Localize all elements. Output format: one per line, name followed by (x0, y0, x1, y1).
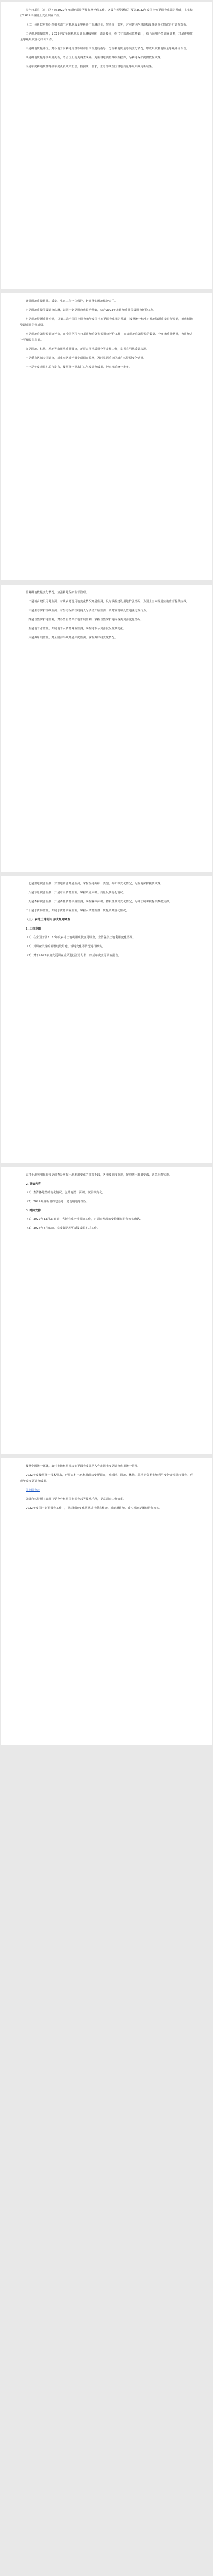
paragraph: 十五是地下水监测，开展地下水资源调查监测，掌握地下水资源状况及其变化。 (26, 627, 126, 630)
page-3 (1, 585, 212, 872)
paragraph: 2022年度按照统一技术要求，开展农村土地利用现状变更调查，对耕地、园地、林地、草地等各类土地利用变化情况进行调查，形成年度变更调查成果。 (20, 1474, 193, 1483)
paragraph: （1）2022年12月31日前，各地完成外业调查工作，对调查发现的变化图斑进行核实确认。 (26, 1218, 143, 1221)
paragraph: 四是耕地质量等级年度更新，结合国土变更调查成果，更新耕地质量等级数据库，为耕地保护提供数据支撑。 (26, 56, 163, 60)
paragraph: （1）查清各地类的变化情况，包括地类、面积、权属等变化。 (26, 1191, 105, 1194)
paragraph: 确保耕地质量数量、质量、生态三位一体保护，切实落实耕地保护责任。 (26, 300, 118, 303)
section-heading: （三）农村土地利用现状变更调查 (26, 918, 70, 922)
paragraph: 十是重点区域专项调查，对重点区域开展专项调查监测，及时掌握重点区域自然资源变化情况。 (26, 357, 146, 360)
page-2 (1, 293, 212, 580)
paragraph: 七是耕地资源质量分类，以第三次全国国土调查和年度国土变更调查成果为基础，按照统一标准对耕地资源质量进行分类，形成耕地资源质量分类成果。 (20, 318, 193, 327)
paragraph: 2022年度国土变更调查工作中，要对耕地变化情况进行重点核查，对新增耕地、减少耕地逐图斑进行核实。 (26, 1507, 162, 1510)
page-1 (1, 2, 212, 289)
paragraph: 八是耕地后备资源调查评价，在全国范围内开展耕地后备资源调查评价工作，查清耕地后备资源的数量、分布和质量状况，为耕地占补平衡提供依据。 (20, 333, 193, 342)
paragraph: 二是耕地质量监测，2022年度全国耕地质量监测按照统一部署要求，在已有监测点位基础上，综合运用各类调查资料，开展耕地质量等级年度变化评价工作。 (20, 32, 193, 41)
paragraph: 十九是森林资源监测，开展森林资源年度监测，掌握森林面积、蓄积量及其变化情况，为林长制考核提供数据支撑。 (26, 900, 172, 903)
subsection-heading: 2. 调查内容 (26, 1183, 42, 1186)
subsection-heading: 1. 工作范围 (26, 927, 42, 931)
page-4 (1, 876, 212, 1163)
paragraph: （2）对调查发现的新增建设用地、耕地变化等情况进行核实。 (26, 945, 105, 948)
paragraph: 按照全国统一部署，农村土地利用现状变更调查成果纳入年度国土变更调查成果统一管理。 (26, 1465, 141, 1468)
paragraph: 十二是城乡建设用地监测，对城乡建设用地变化情况开展监测，及时掌握建设用地扩张情况，为国土空间规划实施监督提供支撑。 (26, 600, 190, 603)
paragraph: 十八是草原资源监测，开展草原资源监测，掌握草原面积、质量及其变化情况。 (26, 891, 126, 894)
paragraph: 六是耕地质量等级调查监测，以国土变更调查成果为基础，结合2022年度耕地质量等级调查评价工作。 (26, 309, 157, 312)
paragraph: （3）对于2022年度变更调查成果进行汇总分析，形成年度变更调查报告。 (26, 954, 121, 957)
paragraph (20, 1488, 193, 1493)
paragraph: 九是园地、林地、草地等农用地质量调查，开展农用地质量分等定级工作，掌握农用地质量状况。 (26, 348, 149, 351)
paragraph: （2）2023年3月底前，完成数据库更新及成果汇总工作。 (26, 1227, 100, 1230)
paragraph: 监测耕地数量变化情况，加强耕地保护监督管理。 (26, 591, 89, 594)
paragraph: 十四是自然保护地监测，对各类自然保护地开展监测，掌握自然保护地内各类资源变化情况。 (26, 618, 143, 621)
paragraph: 三是耕地质量评价，对各地开展耕地质量等级评价工作进行指导，分析耕地质量等级变化情况，形成年度耕地质量等级评价报告。 (26, 47, 190, 50)
paragraph: 十七是湿地资源监测，对湿地资源开展监测，掌握湿地面积、类型、分布等变化情况，为湿地保护提供支撑。 (26, 882, 163, 885)
subsection-heading: 3. 时间安排 (26, 1209, 42, 1212)
paragraph: （二）县级政府要组织相关部门对耕地质量等级进行监测评价，按照统一部署，对本辖区内耕地质量等级变化情况进行调查分析。 (26, 23, 190, 27)
paragraph: 十六是海岸线监测，对全国海岸线开展年度监测，掌握海岸线变化情况。 (26, 636, 118, 639)
paragraph: 二十是水资源监测，开展水资源调查监测，掌握水资源数量、质量及其变化情况。 (26, 909, 129, 913)
paragraph: 各级自然资源主管部门要充分利用国土调查云等技术手段，提高调查工作效率。 (26, 1498, 126, 1501)
page-5 (1, 1167, 212, 1454)
link-text[interactable]: 国土调查云 (26, 1489, 40, 1492)
paragraph: （2）2022年度新增的宅基地、建设用地等情况。 (26, 1200, 89, 1203)
page-6 (1, 1458, 212, 1745)
paragraph: 十一是年度成果汇总与发布，按照统一要求汇总年度调查成果，经审核后统一发布。 (26, 366, 132, 369)
paragraph: 协作开展县（市、区）的2022年度耕地质量等级监测评价工作。各级自然资源部门要以2022年度国土变更调查成果为基础，扎实做好2022年度国土变更调查工作。 (20, 9, 193, 18)
paragraph: 农村土地利用现状变更调查是掌握土地利用变化的重要手段，各地要高度重视，按照统一部署要求，认真组织实施。 (26, 1173, 172, 1177)
paragraph: 十三是生态保护红线监测，对生态保护红线内人为活动开展监测，及时发现和处置违法违规行为。 (26, 609, 149, 612)
paragraph: 文是年度耕地质量等级年度更新成果汇总，按照统一要求，汇总形成全国耕地质量等级年度更新成果。 (26, 65, 155, 69)
paragraph: （1）在全国开展2022年度农村土地利用现状变更调查，查清各类土地利用变化情况。 (26, 936, 136, 939)
